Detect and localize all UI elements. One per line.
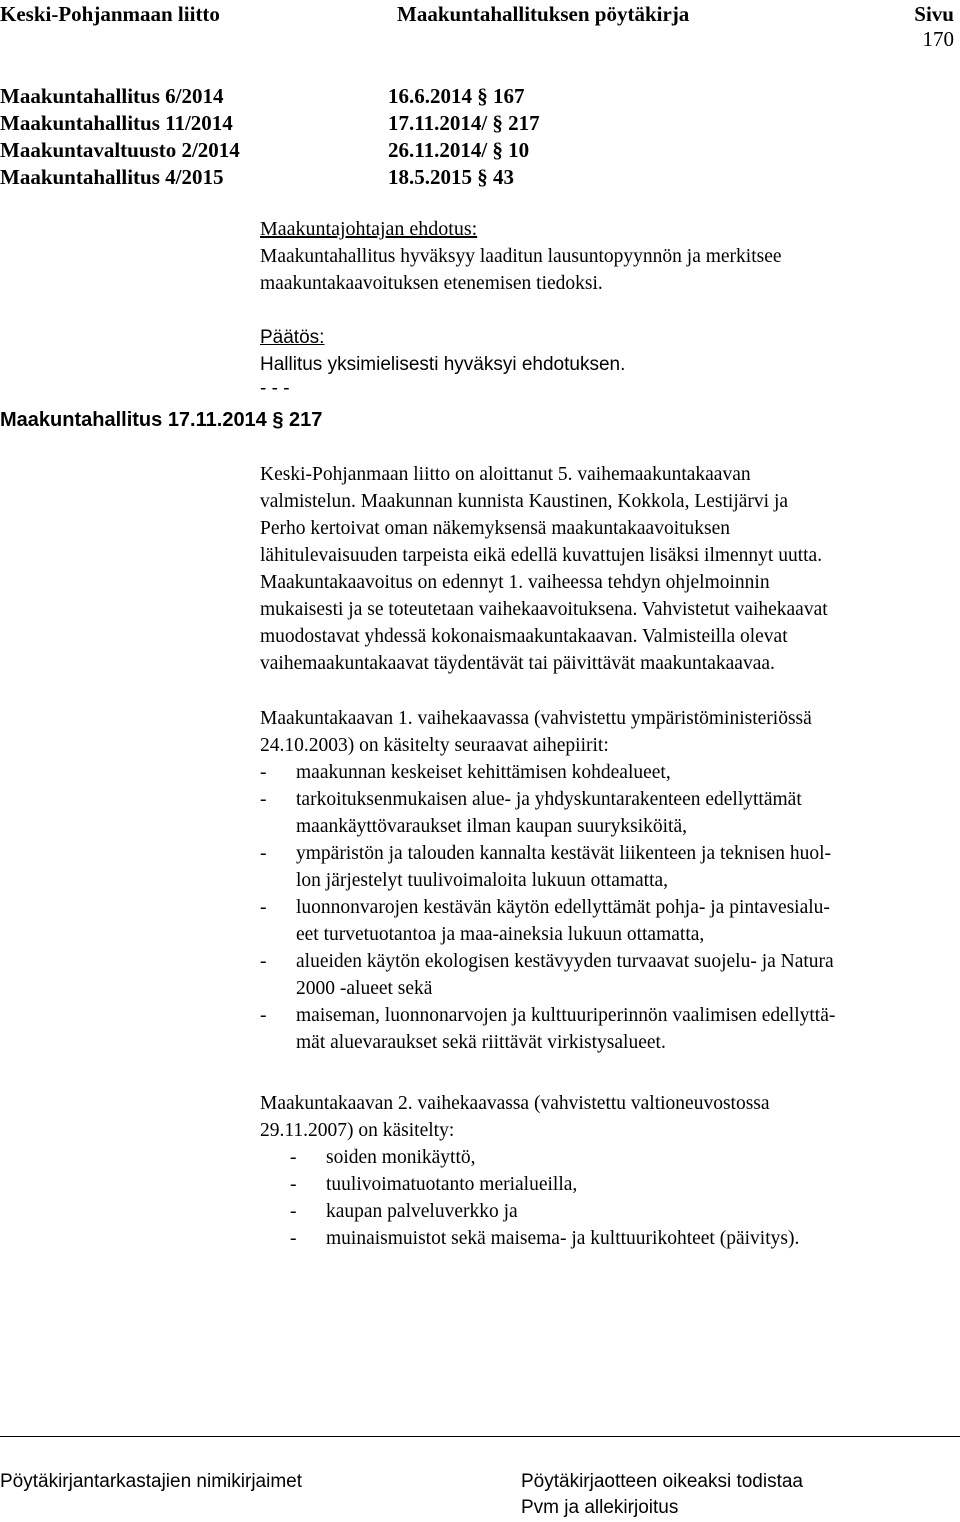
phase2-line: 29.11.2007) on käsitelty:: [260, 1120, 455, 1141]
history-ref: 16.6.2014 § 167: [388, 84, 525, 108]
proposal-heading: Maakuntajohtajan ehdotus:: [260, 218, 478, 240]
footer-signature-label: Pvm ja allekirjoitus: [521, 1497, 679, 1518]
history-ref: 18.5.2015 § 43: [388, 165, 514, 189]
intro-line: Keski-Pohjanmaan liitto on aloittanut 5. vaihemaakuntakaavan: [260, 464, 751, 485]
intro-line: muodostavat yhdessä kokonaismaakuntakaavan. Valmisteilla olevat: [260, 626, 788, 647]
header-page-label: Sivu: [914, 2, 954, 26]
intro-line: lähitulevaisuuden tarpeista eikä edellä kuvattujen lisäksi ilmennyt uutta.: [260, 545, 823, 566]
decision-text: Hallitus yksimielisesti hyväksyi ehdotuksen.: [260, 354, 626, 375]
history-body: Maakuntahallitus 6/2014: [0, 84, 224, 108]
list-item: - tarkoituksenmukaisen alue- ja yhdyskuntarakenteen edellyttämät maankäyttövaraukset ilman kaupan suuryksiköitä,: [260, 789, 802, 837]
intro-line: valmistelun. Maakunnan kunnista Kaustinen, Kokkola, Lestijärvi ja: [260, 491, 789, 512]
proposal-section: [260, 216, 782, 297]
list-item: - alueiden käytön ekologisen kestävyyden turvaavat suojelu- ja Natura 2000 -alueet sekä: [260, 951, 834, 999]
list-item: - luonnonvarojen kestävän käytön edellyttämät pohja- ja pintavesialu- eet turvetuotantoa ja maa-aineksia lukuun ottamatta,: [260, 897, 830, 945]
decision-section: [260, 324, 625, 400]
list-item: - maakunnan keskeiset kehittämisen kohdealueet,: [260, 762, 671, 783]
history-body: Maakuntahallitus 11/2014: [0, 111, 233, 135]
intro-line: mukaisesti ja se toteutetaan vaihekaavoituksena. Vahvistetut vaihekaavat: [260, 599, 828, 620]
intro-line: Maakuntakaavoitus on edennyt 1. vaiheessa tehdyn ohjelmoinnin: [260, 572, 770, 593]
header-page-number: 170: [922, 27, 954, 51]
intro-line: Perho kertoivat oman näkemyksensä maakuntakaavoituksen: [260, 518, 731, 539]
proposal-line: Maakuntahallitus hyväksyy laaditun lausuntopyynnön ja merkitsee: [260, 246, 782, 267]
history-body: Maakuntahallitus 4/2015: [0, 165, 224, 189]
history-body: Maakuntavaltuusto 2/2014: [0, 138, 240, 162]
list-item: - muinaismuistot sekä maisema- ja kulttuurikohteet (päivitys).: [290, 1228, 800, 1249]
list-item: - tuulivoimatuotanto merialueilla,: [290, 1174, 578, 1195]
list-item: - kaupan palveluverkko ja: [290, 1201, 518, 1222]
history-ref: 26.11.2014/ § 10: [388, 138, 530, 162]
decision-separator: - - -: [260, 378, 290, 399]
intro-line: vaihemaakuntakaavat täydentävät tai päivittävät maakuntakaavaa.: [260, 653, 775, 674]
list-item: - maiseman, luonnonarvojen ja kulttuuriperinnön vaalimisen edellyttä- mät aluevaraukset sekä riittävät virkistysalueet.: [260, 1005, 836, 1053]
list-item: - ympäristön ja talouden kannalta kestävät liikenteen ja teknisen huol- lon järjestelyt tuulivoimaloita lukuun ottamatta,: [260, 843, 832, 891]
phase1-line: Maakuntakaavan 1. vaihekaavassa (vahvistettu ympäristöministeriössä: [260, 708, 812, 729]
header-org: Keski-Pohjanmaan liitto: [0, 2, 220, 26]
footer-initials-label: Pöytäkirjantarkastajien nimikirjaimet: [0, 1471, 302, 1492]
decision-heading: Päätös:: [260, 327, 325, 348]
phase2-section: [260, 1090, 960, 1252]
footer-divider: [0, 1436, 960, 1437]
phase1-line: 24.10.2003) on käsitelty seuraavat aihepiirit:: [260, 735, 609, 756]
list-item: - soiden monikäyttö,: [290, 1147, 476, 1168]
proposal-line: maakuntakaavoituksen etenemisen tiedoksi.: [260, 273, 603, 294]
phase1-section: [260, 705, 960, 1056]
footer-certification-label: Pöytäkirjaotteen oikeaksi todistaa: [521, 1471, 803, 1492]
phase2-line: Maakuntakaavan 2. vaihekaavassa (vahvistettu valtioneuvostossa: [260, 1093, 770, 1114]
section-reference: Maakuntahallitus 17.11.2014 § 217: [0, 409, 323, 431]
intro-paragraph: [260, 461, 828, 677]
history-ref: 17.11.2014/ § 217: [388, 111, 540, 135]
header-doc-type: Maakuntahallituksen pöytäkirja: [397, 2, 690, 26]
